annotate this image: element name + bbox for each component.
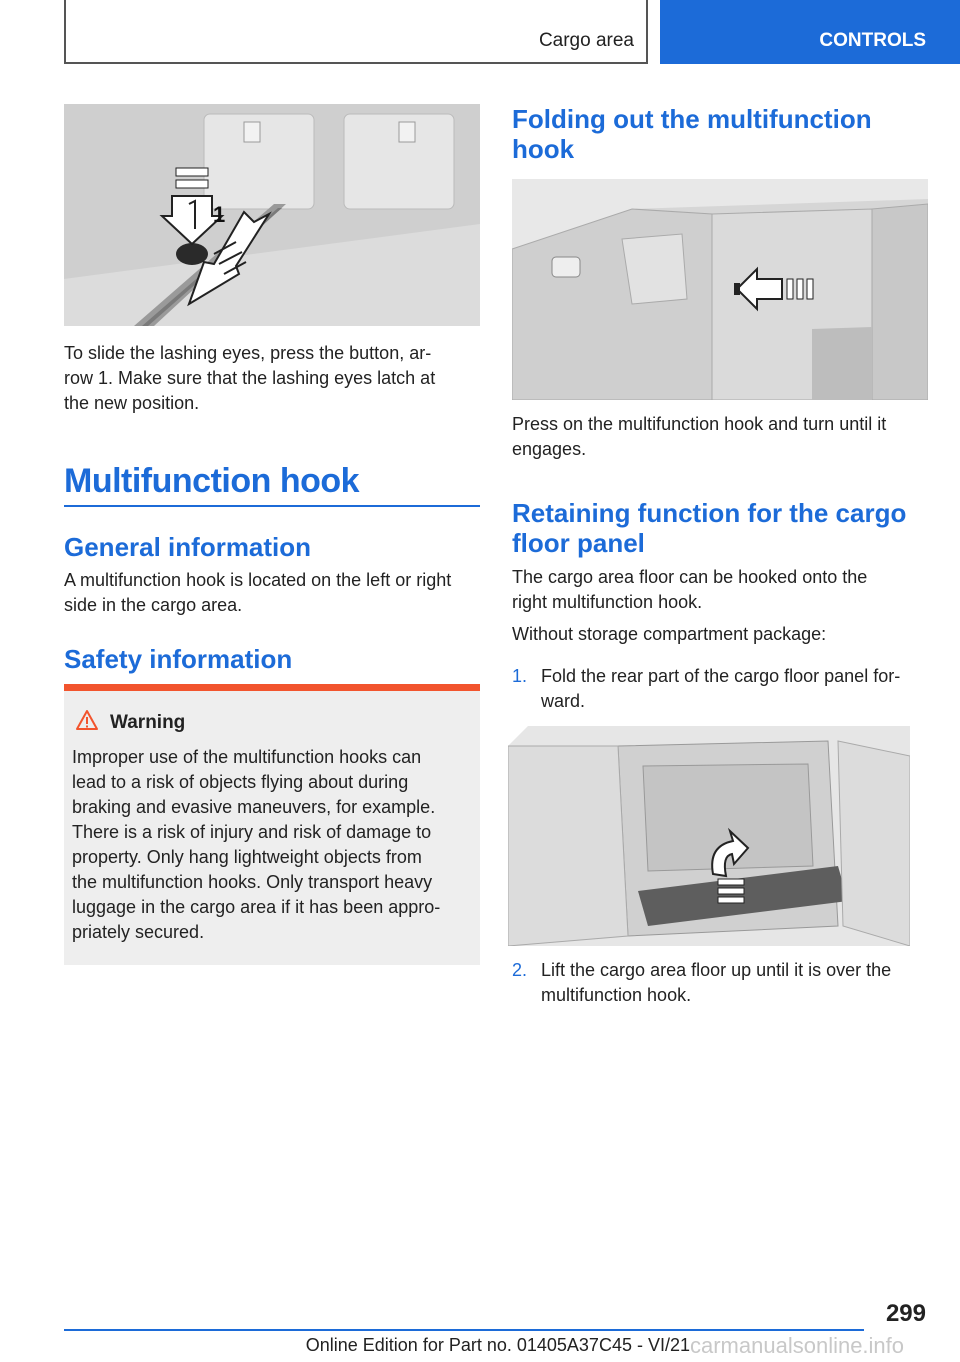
without-package-text: Without storage compartment package:	[512, 624, 827, 644]
chapter-title: CONTROLS	[819, 30, 926, 51]
retaining-paragraph: The cargo area floor can be hooked onto the right multifunction hook.	[512, 567, 868, 612]
section-title: Cargo area	[538, 30, 634, 51]
subheading-safety: Safety information	[64, 644, 293, 674]
subheading-general: General information	[64, 532, 312, 562]
page-number: 299	[885, 1300, 926, 1327]
cargo-floor-figure	[508, 726, 910, 946]
section-heading: Multifunction hook	[64, 462, 360, 500]
edition-text: Online Edition for Part no. 01405A37C45 - VI/21	[305, 1335, 690, 1355]
step-1-text: Fold the rear part of the cargo floor panel for- ward.	[541, 666, 901, 711]
step-2-number: 2.	[512, 960, 528, 980]
callout-number: 1	[213, 202, 226, 227]
watermark: carmanualsonline.info	[690, 1333, 905, 1358]
multifunction-hook-figure	[512, 179, 928, 400]
warning-text: Improper use of the multifunction hooks can lead to a risk of objects flying about during braking and evasive maneuvers, for example. There is a risk of injury and risk of damage to property. Only hang lightweight objects from the multifunction hooks. Only transport heavy luggage in the cargo area if it has been appro- priately secured.	[72, 747, 441, 942]
step-2-text: Lift the cargo area floor up until it is over the multifunction hook.	[541, 960, 892, 1005]
folding-paragraph: Press on the multifunction hook and turn until it engages.	[512, 414, 887, 459]
general-paragraph: A multifunction hook is located on the left or right side in the cargo area.	[64, 570, 452, 615]
subheading-retaining: Retaining function for the cargo floor panel	[512, 498, 907, 558]
footer-rule	[64, 1329, 864, 1331]
warning-bar	[64, 684, 480, 691]
step-1-number: 1.	[512, 666, 528, 686]
warning-title: Warning	[110, 712, 186, 733]
subheading-folding: Folding out the multifunction hook	[512, 104, 872, 164]
lashing-eye-figure	[64, 104, 480, 326]
warning-triangle-icon	[75, 709, 99, 731]
intro-paragraph: To slide the lashing eyes, press the button, ar- row 1. Make sure that the lashing eyes latch at the new position.	[64, 343, 436, 413]
heading-rule	[64, 505, 480, 507]
